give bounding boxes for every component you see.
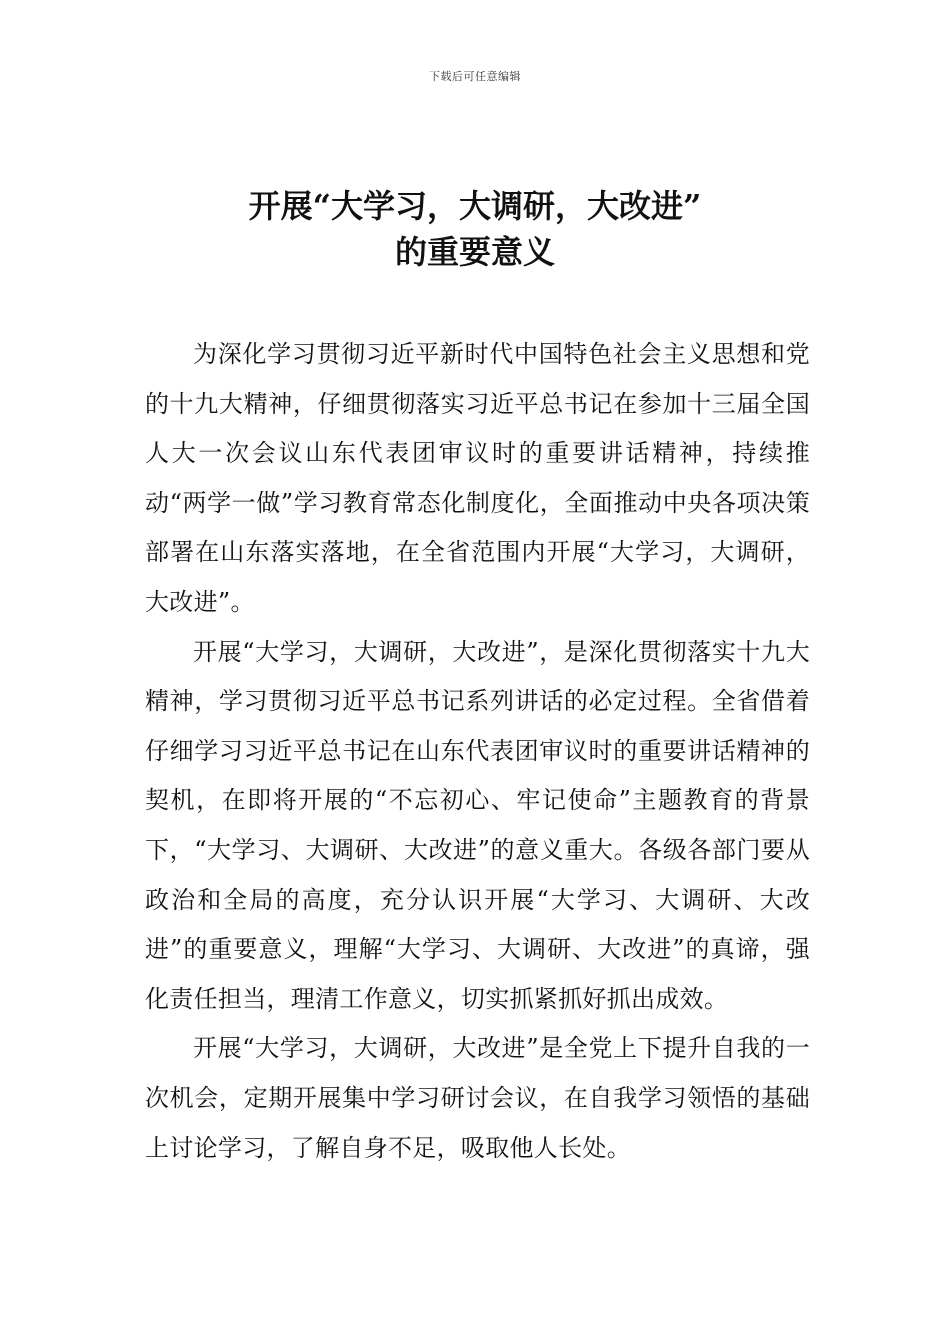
document-body (145, 330, 810, 1173)
title-line-2: 的重要意义 (394, 233, 555, 271)
paragraph: 开展“大学习，大调研，大改进”，是深化贯彻落实十九大精神，学习贯彻习近平总书记系列讲话的必定过程。全省借着仔细学习习近平总书记在山东代表团审议时的重要讲话精神的契机，在即将开展的“不忘初心、牢记使命”主题教育的背景下，“大学习、大调研、大改进”的意义重大。各级各部门要从政治和全局的高度，充分认识开展“大学习、大调研、大改进”的重要意义，理解“大学习、大调研、大改进”的真谛，强化责任担当，理清工作意义，切实抓紧抓好抓出成效。 (145, 637, 810, 1013)
paragraph: 开展“大学习，大调研，大改进”是全党上下提升自我的一次机会，定期开展集中学习研讨会议，在自我学习领悟的基础上讨论学习，了解自身不足，吸取他人长处。 (145, 1034, 810, 1162)
document-title (0, 183, 950, 275)
header-note: 下载后可任意编辑 (429, 70, 521, 83)
paragraph: 为深化学习贯彻习近平新时代中国特色社会主义思想和党的十九大精神，仔细贯彻落实习近平总书记在参加十三届全国人大一次会议山东代表团审议时的重要讲话精神，持续推动“两学一做”学习教育常态化制度化，全面推动中央各项决策部署在山东落实落地，在全省范围内开展“大学习，大调研，大改进”。 (145, 340, 810, 616)
title-line-1: 开展“大学习，大调研，大改进” (248, 187, 702, 225)
